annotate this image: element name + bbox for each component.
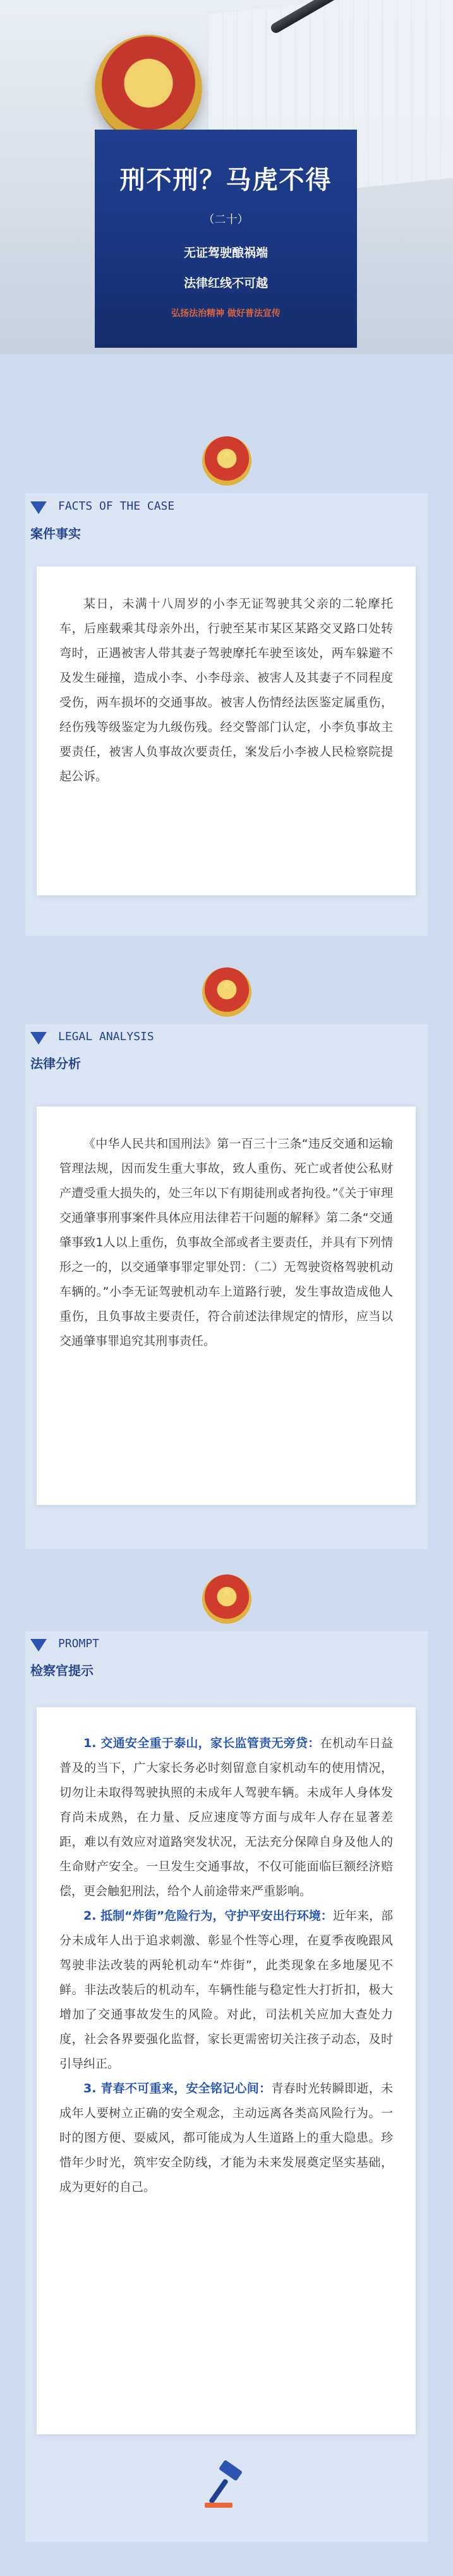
triangle-down-icon [30, 501, 47, 514]
prompt-item [59, 1731, 393, 1904]
legal-card [37, 1107, 416, 1505]
national-emblem-icon: ★ [202, 967, 251, 1017]
headline-2: 法律红线不可越 [183, 276, 268, 290]
prompt-item [59, 2076, 393, 2200]
section-en-title: PROMPT [58, 1637, 100, 1650]
section-cn-title: 法律分析 [30, 1056, 81, 1071]
prompt-item [59, 1904, 393, 2076]
hero-banner [0, 0, 453, 354]
prompt-item-body: 在机动车日益普及的当下，广大家长务必时刻留意自家机动车的使用情况，切勿让未取得驾驶执照的未成年人驾驶车辆。未成年人身体发育尚未成熟，在力量、反应速度等方面与成年人存在显著差距，难以有效应对道路突发状况，无法充分保障自身及他人的生命财产安全。一旦发生交通事故，不仅可能面临巨额经济赔偿，更会触犯刑法，给个人前途带来严重影响。 [59, 1736, 393, 1898]
prompt-item-heading: 2. 抵制“炸街”危险行为，守护平安出行环境： [83, 1909, 333, 1923]
issue-number: （二十） [203, 213, 249, 226]
paragraph: 某日，未满十八周岁的小李无证驾驶其父亲的二轮摩托车，后座载乘其母亲外出，行驶至某市某区某路交叉路口处转弯时，正遇被害人带其妻子驾驶摩托车驶至该处，两车躲避不及发生碰撞，造成小李、小李母亲、被害人及其妻子不同程度受伤，两车损坏的交通事故。被害人伤情经法医鉴定属重伤，经伤残等级鉴定为九级伤残。经交警部门认定，小李负事故主要责任，被害人负事故次要责任，案发后小李被人民检察院提起公诉。 [59, 597, 393, 783]
national-emblem-icon [95, 35, 202, 142]
triangle-down-icon [30, 1639, 47, 1652]
section-cn-title: 案件事实 [30, 526, 81, 541]
gavel-icon [201, 2460, 251, 2510]
national-emblem-icon: ★ [202, 436, 251, 486]
prompt-item-body: 青春时光转瞬即逝，未成年人要树立正确的安全观念，主动远离各类高风险行为。一时的图方便、耍威风，都可能成为人生道路上的重大隐患。珍惜年少时光，筑牢安全防线，才能为未来发展奠定坚实基础，成为更好的自己。 [59, 2082, 393, 2194]
title-box [95, 130, 357, 348]
prompt-card [37, 1707, 416, 2434]
facts-card [37, 567, 416, 895]
section-en-title: FACTS OF THE CASE [58, 500, 175, 513]
triangle-down-icon [30, 1032, 47, 1045]
page-title: 刑不刑？马虎不得 [119, 166, 332, 195]
headline-1: 无证驾驶酿祸端 [183, 246, 268, 260]
section-cn-title: 检察官提示 [30, 1663, 94, 1678]
national-emblem-icon: ★ [202, 1574, 251, 1624]
prompt-item-heading: 1. 交通安全重于泰山，家长监管责无旁贷： [83, 1736, 320, 1750]
paragraph: 《中华人民共和国刑法》第一百三十三条“违反交通和运输管理法规，因而发生重大事故，致人重伤、死亡或者使公私财产遭受重大损失的，处三年以下有期徒刑或者拘役。”《关于审理交通肇事刑事案件具体应用法律若干问题的解释》第二条“交通肇事致1人以上重伤，负事故全部或者主要责任，并具有下列情形之一的，以交通肇事罪定罪处罚：（二）无驾驶资格驾驶机动车辆的。”小李无证驾驶机动车上道路行驶，发生事故造成他人重伤，且负事故主要责任，符合前述法律规定的情形，应当以交通肇事罪追究其刑事责任。 [59, 1137, 393, 1348]
prompt-item-heading: 3. 青春不可重来，安全铭记心间： [83, 2082, 272, 2095]
slogan: 弘扬法治精神 做好普法宣传 [171, 309, 281, 319]
prompt-item-body: 近年来，部分未成年人出于追求刺激、彰显个性等心理，在夏季夜晚跟风驾驶非法改装的两轮机动车“炸街”，此类现象在多地屡见不鲜。非法改装后的机动车，车辆性能与稳定性大打折扣，极大增加了交通事故发生的风险。对此，司法机关应加大查处力度，社会各界要强化监督，家长更需密切关注孩子动态，及时引导纠正。 [59, 1909, 393, 2071]
section-en-title: LEGAL ANALYSIS [58, 1030, 154, 1043]
